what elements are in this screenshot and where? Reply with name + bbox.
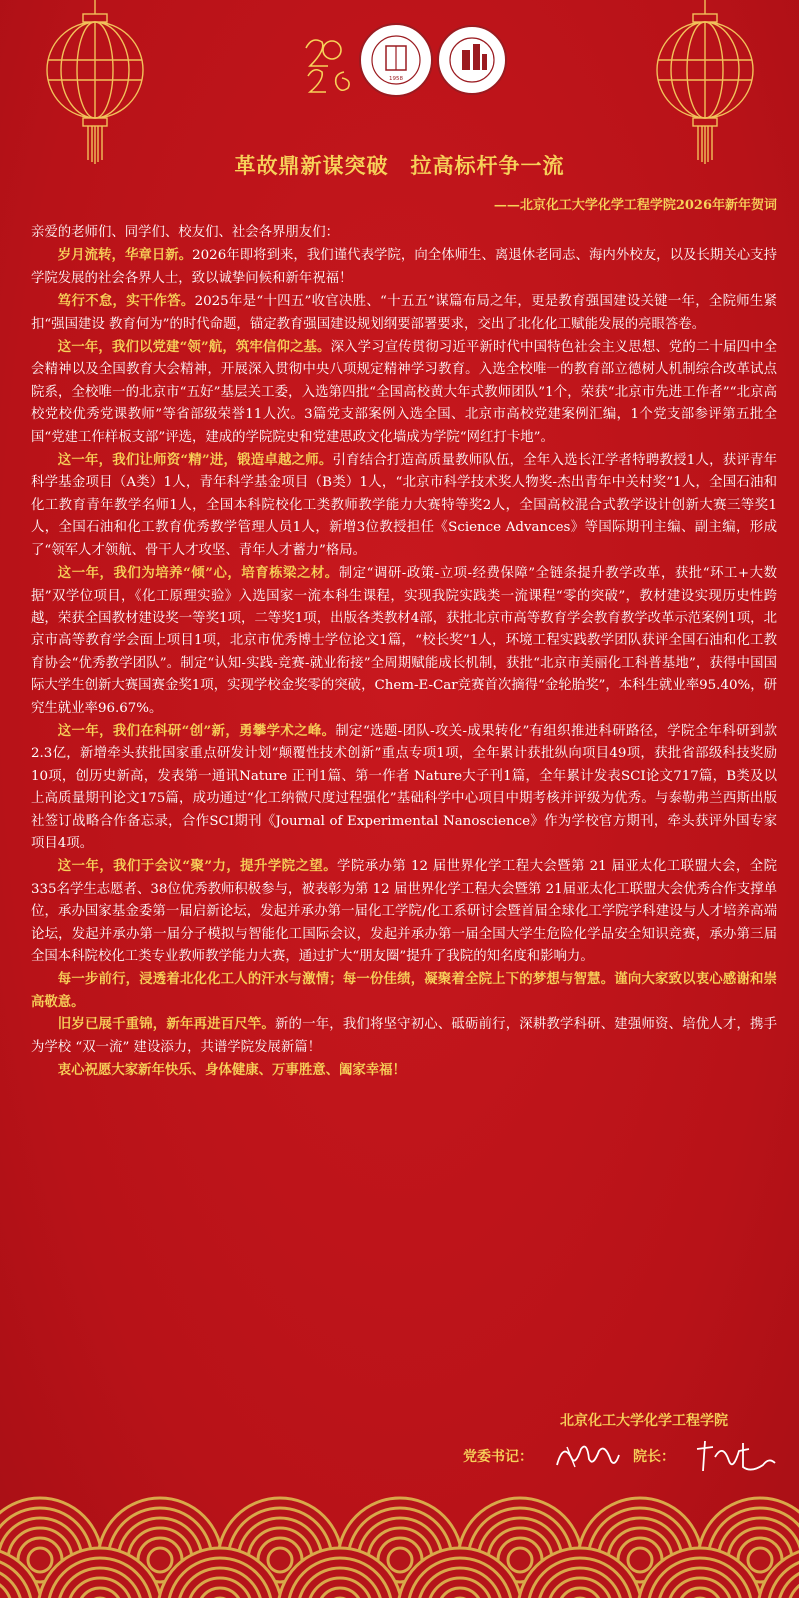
- decorative-wave-pattern: [0, 1470, 799, 1598]
- paragraph: [31, 855, 777, 968]
- paragraph-body: 引育结合打造高质量教师队伍，全年入选长江学者特聘教授1人，获评青年科学基金项目（A类）1人，青年科学基金项目（B类）1人，“北京市科学技术奖人物奖-杰出青年中关村奖”1人，全国石油和化工教育青年教学名师1人，全国本科院校化工类教师教学能力大赛特等奖2人，全国高校混合式教学设计创新大赛三等奖1人，全国石油和化工教育优秀教学管理人员1人，新增3位教授担任《Science Advances》等国际期刊主编、副主编，形成了“领军人才领航、骨干人才攻坚、青年人才蓄力”格局。: [31, 453, 777, 558]
- paragraph-lead: 笃行不怠，实干作答。: [57, 293, 195, 310]
- gratitude-paragraph: 每一步前行，浸透着北化化工人的汗水与激情；每一份佳绩，凝聚着全院上下的梦想与智慧。谨向大家致以衷心感谢和崇高敬意。: [31, 971, 777, 1010]
- paragraph-body: 2026年即将到来，我们谨代表学院，向全体师生、离退休老同志、海内外校友，以及长期关心支持学院发展的社会各界人士，致以诚挚问候和新年祝福！: [31, 248, 778, 286]
- university-logo: [360, 24, 432, 96]
- logo-group: [298, 20, 523, 105]
- paragraph-lead: 这一年，我们于会议“聚”力，提升学院之望。: [57, 858, 338, 875]
- paragraph-body: 学院承办第 12 届世界化学工程大会暨第 21 届亚太化工联盟大会，全院335名学生志愿者、38位优秀教师积极参与，被表彰为第 12 届世界化学工程大会暨第 21届亚太化工联盟大会优秀合作支撑单位，承办国家基金委第一届启新论坛，发起并承办第一届化工学院/化工系研讨会暨首届全球化工学院学科建设与人才培养高端论坛，发起并承办第一届分子模拟与智能化工国际会议，发起并承办第一届全国大学生危险化学品安全知识竞赛，承办第三届全国本科院校化工类专业教师教学能力大赛，通过扩大“朋友圈”提升了我院的知名度和影响力。: [31, 859, 777, 964]
- secretary-signature-image: [553, 1437, 623, 1473]
- paragraph-body: 制定“选题-团队-攻关-成果转化”有组织推进科研路径，学院全年科研到款2.3亿，新增牵头获批国家重点研发计划“颠覆性技术创新”重点专项1项，全年累计获批纵向项目49项，获批省部级科技奖励10项，创历史新高，发表第一通讯Nature 正刊1篇、第一作者 Nature大子刊1篇，全年累计发表SCI论文717篇，B类及以上高质量期刊论文175篇，成功通过“化工纳微尺度过程强化”基础科学中心项目中期考核并评级为优秀。与泰勒弗兰西斯出版社签订战略合作备忘录，合作SCI期刊《Journal of Experimental Nanoscience》作为学校官方期刊，牵头获评外国专家项目4项。: [31, 723, 778, 851]
- paragraph: [31, 720, 777, 855]
- year-2026-logo: [306, 40, 349, 92]
- paragraph-lead: 岁月流转，华章日新。: [57, 247, 193, 264]
- paragraph-body: 深入学习宣传贯彻习近平新时代中国特色社会主义思想、党的二十届四中全会精神以及全国教育大会精神，开展深入贯彻中央八项规定精神学习教育。入选全校唯一的教育部立德树人机制综合改革试点院系，全校唯一的北京市“五好”基层关工委，入选第四批“全国高校黄大年式教师团队”1个，荣获“北京市先进工作者”“北京高校党校优秀党课教师”等省部级荣誉11人次。3篇党支部案例入选全国、北京市高校党建案例汇编，1个党支部参评第五批全国“党建工作样板支部”评选，建成的学院院史和党建思政文化墙成为学院“网红打卡地”。: [31, 340, 778, 445]
- page-title: 革故鼎新谋突破 拉高标杆争一流: [234, 153, 565, 178]
- paragraph-lead: 这一年，我们为培养“倾”心，培育栋梁之材。: [57, 565, 339, 582]
- paragraph-body: 新的一年，我们将坚守初心、砥砺前行，深耕教学科研、建强师资、培优人才，携手为学校 “双一流” 建设添力，共谱学院发展新篇！: [31, 1017, 777, 1055]
- paragraph-lead: 旧岁已展千重锦，新年再进百尺竿。: [57, 1016, 275, 1033]
- secretary-label: 党委书记：: [463, 1449, 533, 1465]
- signature-organization: 北京化工大学化学工程学院: [560, 1413, 728, 1429]
- new-year-wish: 衷心祝愿大家新年快乐、身体健康、万事胜意、阖家幸福！: [57, 1062, 406, 1079]
- paragraph-lead: 这一年，我们以党建“领”航，筑牢信仰之基。: [57, 339, 331, 356]
- letter-body: [31, 222, 777, 1081]
- paragraph-body: 制定“调研-政策-立项-经费保障”全链条提升教学改革，获批“环工+大数据”双学位项目，《化工原理实验》入选国家一流本科生课程，实现我院实践类一流课程“零的突破”，教材建设实现历史性跨越，荣获全国教材建设奖一等奖1项，二等奖1项，出版各类教材4部，获批北京市高等教育学会教育教学改革示范案例1项，北京市高等教育学会面上项目1项，北京市优秀博士学位论文1篇，“校长奖”1人，环境工程实践教学团队获评全国石油和化工教育协会“优秀教学团队”。制定“认知-实践-竞赛-就业衔接”全周期赋能成长机制，获批“北京市美丽化工科普基地”，获得中国国际大学生创新大赛国赛金奖1项，实现学校金奖零的突破，Chem-E-Car竞赛首次摘得“金轮胎奖”，本科生就业率95.40%，研究生就业率96.67%。: [31, 566, 777, 716]
- college-logo: [438, 26, 506, 94]
- paragraph-lead: 这一年，我们在科研“创”新，勇攀学术之峰。: [57, 722, 336, 739]
- paragraph: [31, 562, 777, 720]
- greeting-line: 亲爱的老师们、同学们、校友们、社会各界朋友们：: [31, 225, 339, 240]
- dean-label: 院长：: [633, 1449, 675, 1465]
- paragraph-lead: 这一年，我们让师资“精”进，锻造卓越之师。: [57, 452, 333, 469]
- svg-text:1958: 1958: [389, 76, 403, 82]
- paragraph: [31, 290, 777, 336]
- page-subtitle: ——北京化工大学化学工程学院2026年新年贺词: [493, 198, 777, 213]
- paragraph: [31, 1013, 777, 1059]
- paragraph: [31, 244, 777, 290]
- paragraph: [31, 336, 777, 449]
- lantern-icon: [40, 0, 150, 165]
- lantern-icon: [650, 0, 760, 165]
- paragraph-body: 2025年是“十四五”收官决胜、“十五五”谋篇布局之年，更是教育强国建设关键一年，全院师生紧扣“强国建设 教育何为”的时代命题，锚定教育强国建设规划纲要部署要求，交出了北化化工赋能发展的亮眼答卷。: [31, 294, 777, 332]
- paragraph: [31, 449, 777, 562]
